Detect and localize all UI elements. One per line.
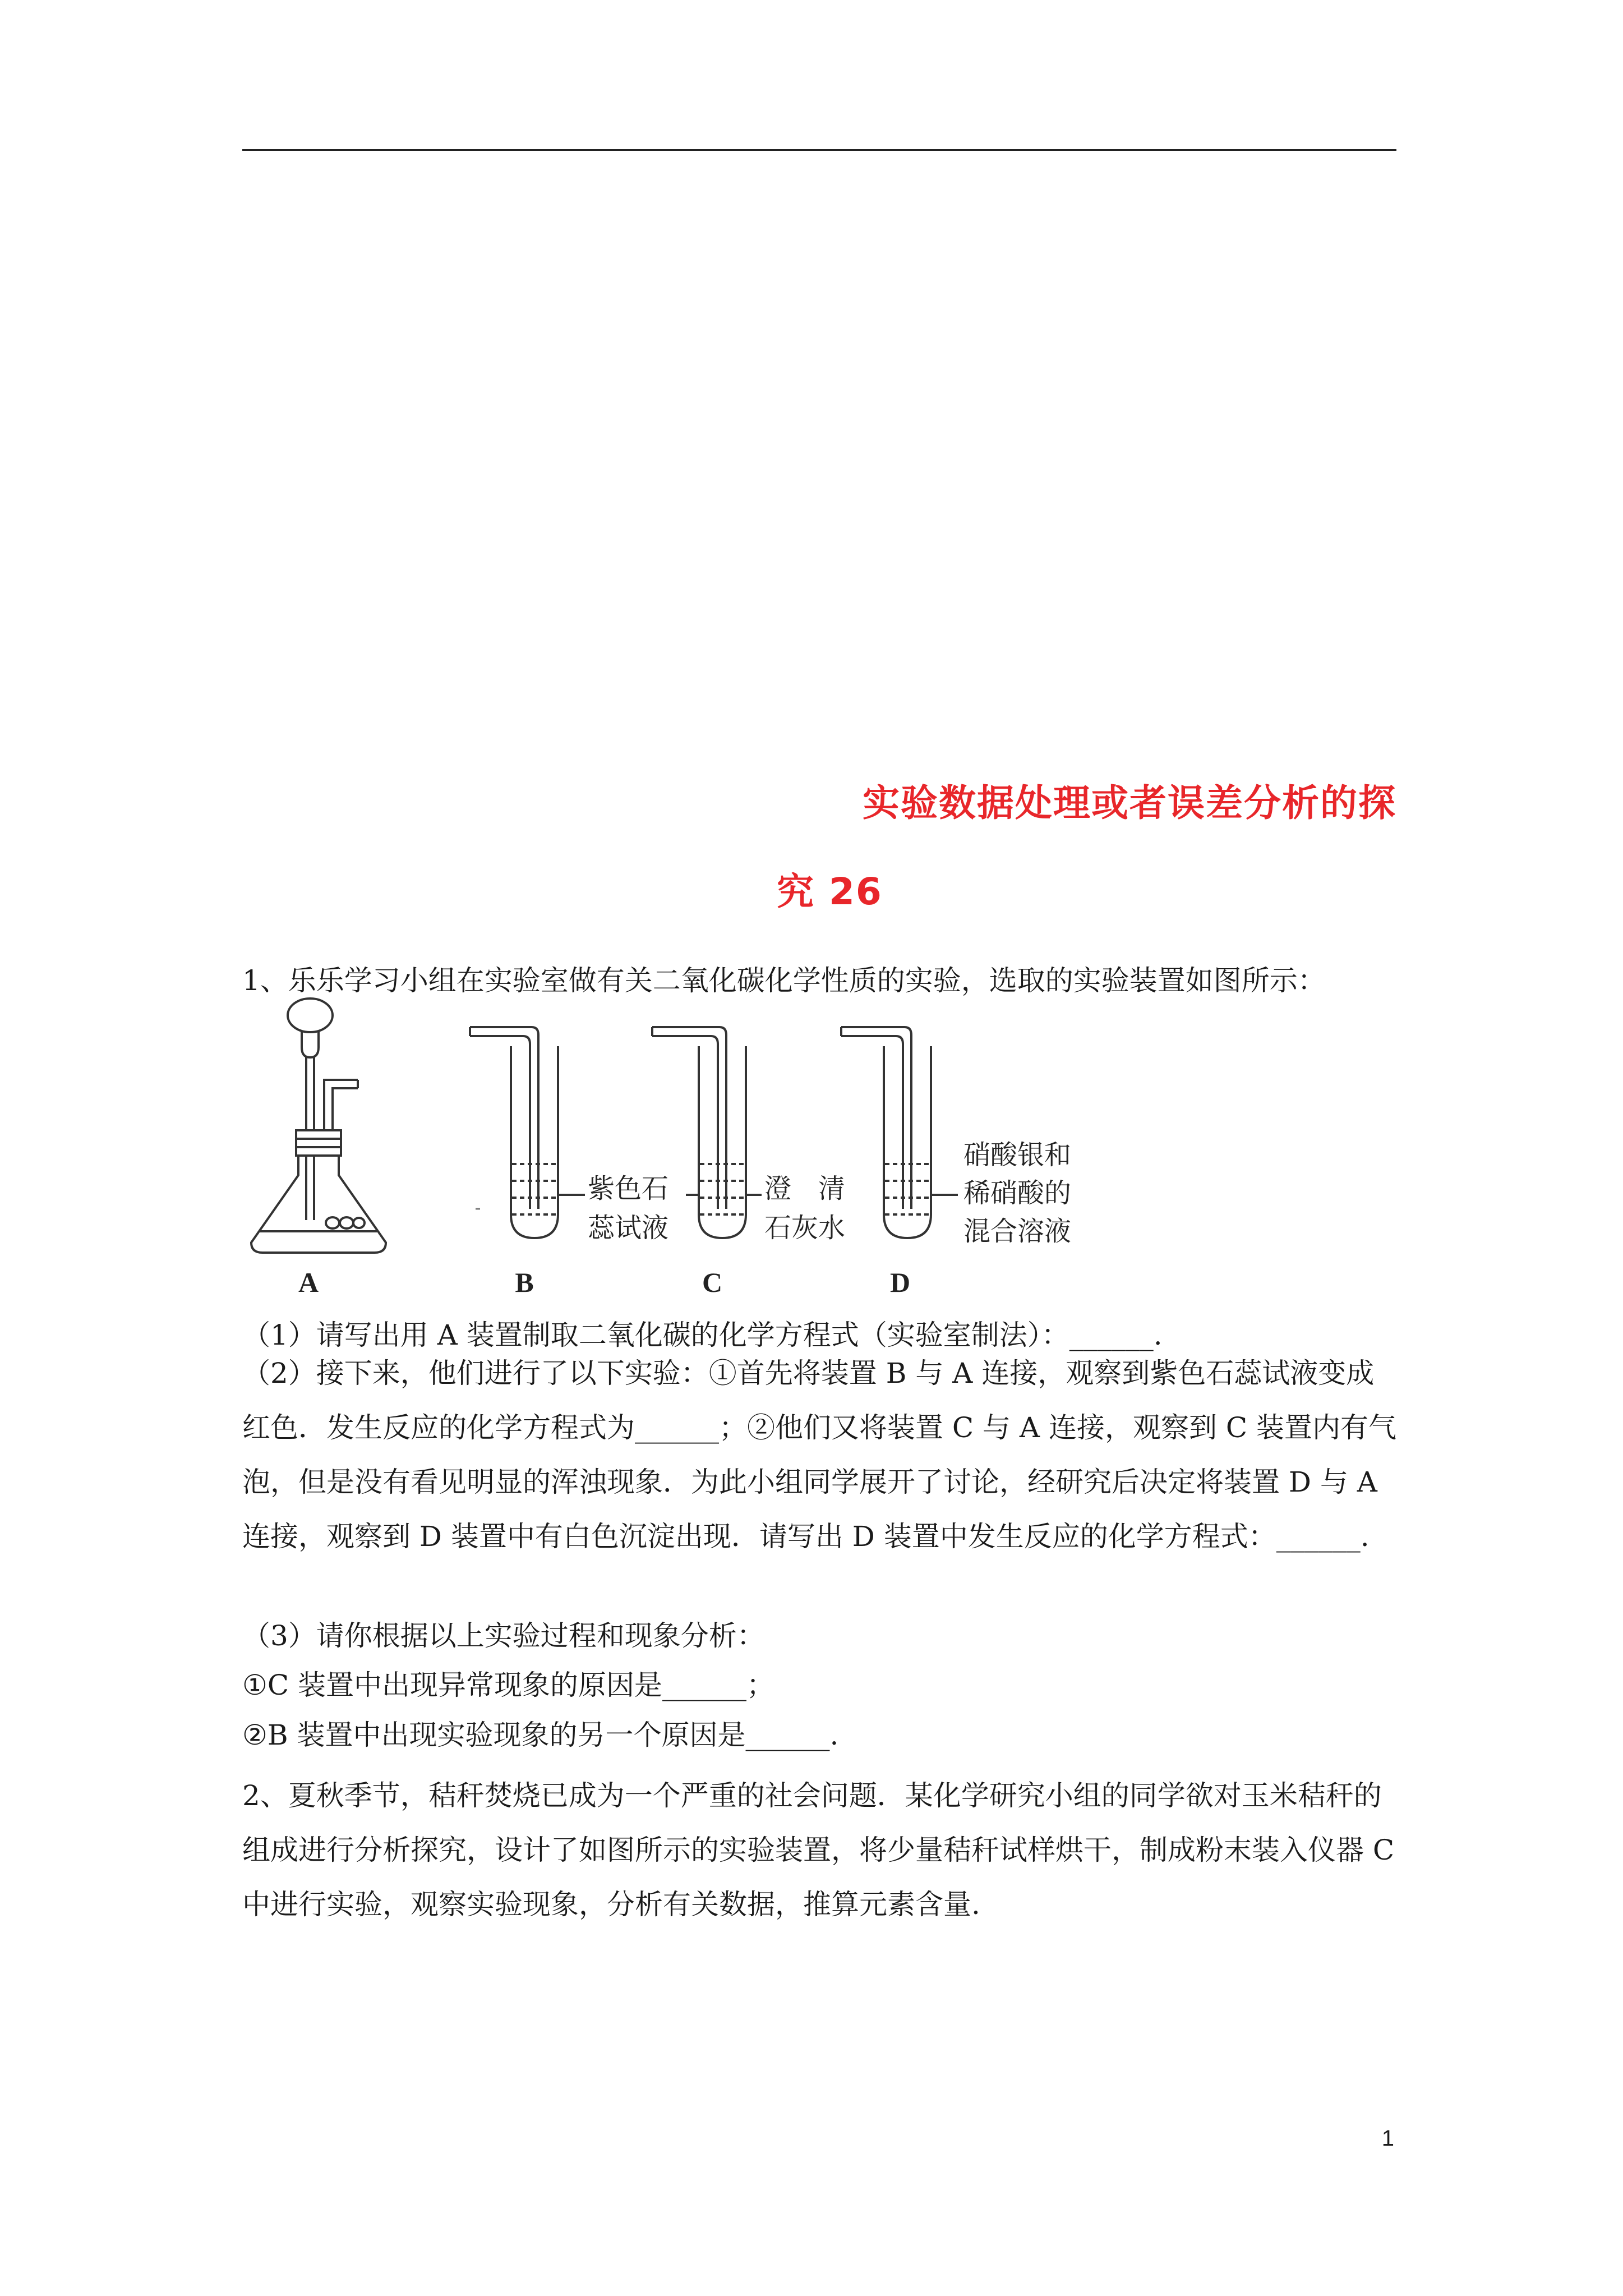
label-d-line3: 混合溶液 [963,1216,1072,1247]
apparatus-a-flask [251,999,386,1253]
apparatus-c-test-tube [652,1027,762,1238]
label-c-line2: 石灰水 [764,1212,846,1244]
document-title: 实验数据处理或者误差分析的探 [863,781,1396,825]
header-rule [242,149,1396,151]
label-b-line1: 紫色石 [588,1173,669,1204]
label-b: B [515,1267,534,1298]
apparatus-d-test-tube [841,1027,958,1238]
question-1-part-3: （3）请你根据以上实验过程和现象分析： [242,1619,765,1652]
apparatus-figure [240,996,1115,1310]
question-1-part-3-a: ①C 装置中出现异常现象的原因是______； [242,1669,774,1701]
question-1-intro: 1、乐乐学习小组在实验室做有关二氧化碳化学性质的实验，选取的实验装置如图所示： [242,964,1326,997]
label-d: D [889,1267,911,1298]
page-number: 1 [1381,2126,1394,2151]
label-b-line2: 蕊试液 [588,1212,669,1244]
label-a: A [298,1267,319,1298]
question-2-text: 2、夏秋季节，秸秆焚烧已成为一个严重的社会问题．某化学研究小组的同学欲对玉米秸秆的组成进行分析探究，设计了如图所示的实验装置，将少量秸秆试样烘干，制成粉末装入仪器 C 中进行实验，观察实验现象，分析有关数据，推算元素含量. [242,1779,1395,1921]
label-d-line1: 硝酸银和 [963,1139,1072,1171]
document-title-continued: 究 26 [777,870,883,913]
question-1-part-3-b: ②B 装置中出现实验现象的另一个原因是______. [242,1719,839,1751]
label-d-line2: 稀硝酸的 [963,1177,1072,1209]
apparatus-b-test-tube [470,1027,585,1238]
question-1-part-2: （2）接下来，他们进行了以下实验：①首先将装置 B 与 A 连接，观察到紫色石蕊试液变成红色．发生反应的化学方程式为______；②他们又将装置 C 与 A 连接，观察到 C 装置内有气泡，但是没有看见明显的浑浊现象．为此小组同学展开了讨论，经研究后决定将装置 D 与 A 连接，观察到 D 装置中有白色沉淀出现．请写出 D 装置中发生反应的化学方程式：______. [242,1357,1396,1553]
question-1-part-1: （1）请写出用 A 装置制取二氧化碳的化学方程式（实验室制法）：______. [242,1319,1163,1351]
label-c: C [702,1267,723,1298]
label-c-line1: 澄 清 [764,1173,846,1204]
